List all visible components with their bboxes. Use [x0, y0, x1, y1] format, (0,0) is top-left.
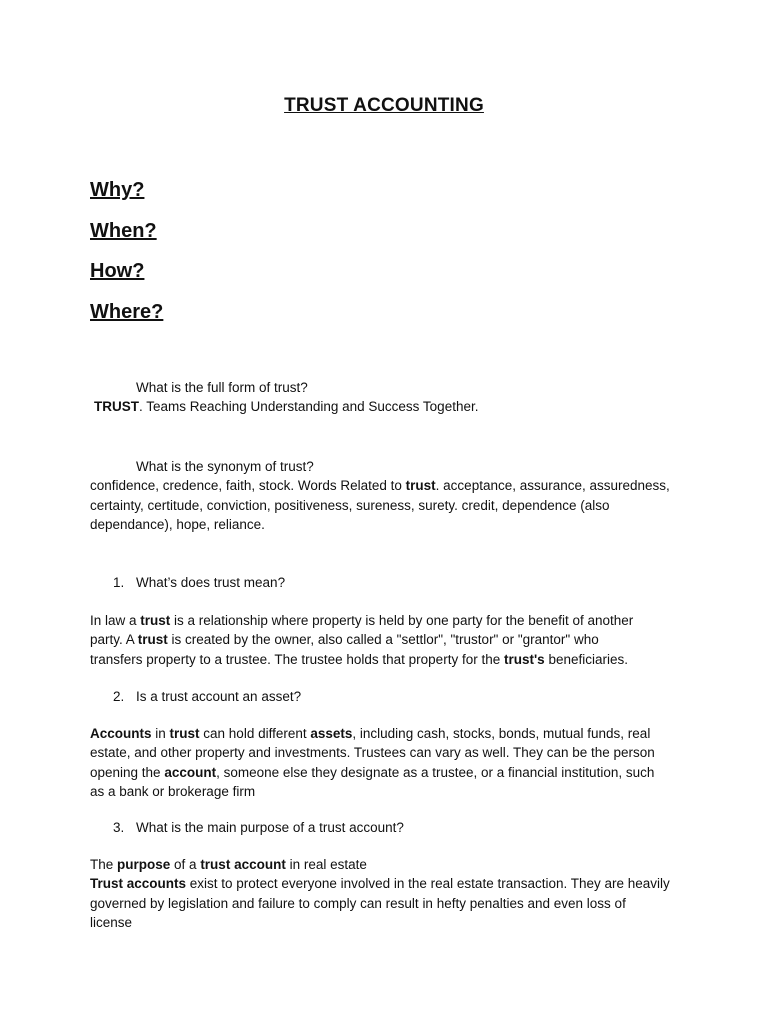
synonym-question: What is the synonym of trust?: [136, 459, 314, 474]
question-3-number: 3.: [113, 820, 125, 835]
answer-1-text-c: party. A: [90, 632, 138, 648]
synonym-bold: trust: [405, 478, 436, 494]
answer-3: [90, 855, 690, 932]
question-3: [113, 818, 404, 837]
synonym-line-1: [90, 476, 690, 495]
answer-2-bold-b: trust: [169, 726, 200, 741]
answer-2-text-e: , someone else they designate as a trustee, or a financial institution, such: [216, 764, 655, 780]
page-title: TRUST ACCOUNTING: [284, 95, 484, 116]
answer-1-text-a: In law a: [90, 613, 141, 628]
answer-1-text-b: is a relationship where property is held by one party for the benefit of another: [170, 613, 634, 628]
answer-1: [90, 611, 690, 669]
question-2-number: 2.: [113, 689, 125, 704]
question-1: [113, 573, 285, 592]
answer-1-line-1: [90, 611, 690, 630]
answer-2-text-a: in: [151, 726, 170, 741]
answer-3-bold-a: purpose: [117, 857, 171, 872]
answer-1-bold-c: trust's: [503, 651, 545, 667]
synonym-section: [90, 457, 690, 534]
synonym-line-3: dependance), hope, reliance.: [90, 516, 265, 532]
answer-3-line-2: [90, 874, 690, 893]
answer-3-line-4: license: [90, 914, 133, 930]
answer-2-text-b: can hold different: [199, 726, 311, 741]
answer-1-text-e: transfers property to a trustee. The trustee holds that property for the: [90, 651, 504, 667]
question-2-text: Is a trust account an asset?: [136, 689, 302, 704]
synonym-text-b: . acceptance, assurance, assuredness,: [435, 478, 670, 494]
answer-3-bold-c: Trust accounts: [90, 876, 187, 892]
answer-3-text-c: in real estate: [285, 857, 367, 872]
synonym-line-2: certainty, certitude, conviction, positiveness, sureness, surety. credit, dependence (also: [90, 497, 610, 513]
answer-1-line-2: [90, 630, 690, 649]
answer-3-text-a: The: [90, 857, 118, 872]
answer-1-text-f: beneficiaries.: [544, 651, 628, 667]
answer-3-text-d: exist to protect everyone involved in the real estate transaction. They are heavily: [186, 876, 670, 892]
full-form-question: What is the full form of trust?: [136, 380, 308, 395]
question-list: [90, 176, 163, 338]
answer-2-bold-d: account: [164, 764, 217, 780]
synonym-text-a: confidence, credence, faith, stock. Words Related to: [90, 478, 406, 494]
question-3-text: What is the main purpose of a trust account?: [136, 820, 404, 835]
answer-2-line-3: [90, 763, 690, 782]
answer-1-line-3: [90, 650, 690, 669]
question-why: Why?: [90, 179, 145, 201]
answer-2: [90, 724, 690, 801]
answer-2-bold-a: Accounts: [90, 726, 152, 741]
answer-3-text-b: of a: [170, 857, 201, 872]
answer-2-line-4: as a bank or brokerage firm: [90, 783, 256, 799]
full-form-answer-text: . Teams Reaching Understanding and Success Together.: [139, 399, 479, 415]
answer-1-bold-b: trust: [137, 632, 168, 648]
full-form-section: [90, 378, 690, 417]
answer-3-line-1: [90, 855, 690, 874]
question-how: How?: [90, 260, 145, 282]
full-form-answer-bold: TRUST: [94, 399, 139, 415]
answer-2-line-2: estate, and other property and investments. Trustees can vary as well. They can be the person: [90, 745, 655, 761]
question-when: When?: [90, 219, 157, 242]
question-1-text: What’s does trust mean?: [136, 575, 286, 590]
answer-3-bold-b: trust account: [200, 857, 286, 872]
answer-2-text-d: opening the: [90, 764, 165, 780]
question-2: [113, 687, 301, 706]
answer-2-bold-c: assets: [310, 726, 353, 741]
answer-2-line-1: [90, 724, 690, 743]
question-1-number: 1.: [113, 575, 125, 590]
full-form-answer: [90, 397, 690, 416]
answer-2-text-c: , including cash, stocks, bonds, mutual funds, real: [352, 726, 651, 741]
answer-1-text-d: is created by the owner, also called a "settlor", "trustor" or "grantor" who: [167, 632, 599, 648]
answer-1-bold-a: trust: [140, 613, 171, 628]
answer-3-line-3: governed by legislation and failure to comply can result in hefty penalties and even loss of: [90, 895, 626, 911]
question-where: Where?: [90, 300, 164, 323]
